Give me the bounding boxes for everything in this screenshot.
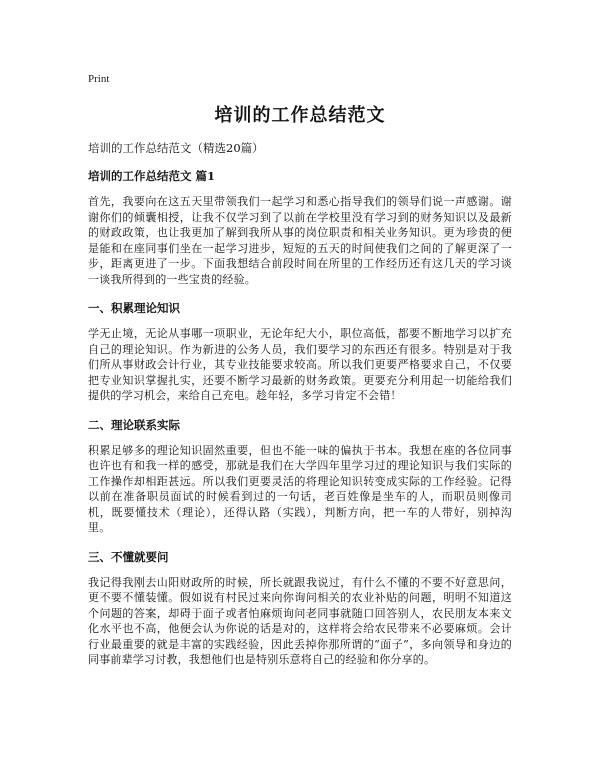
print-link[interactable]: Print (88, 73, 110, 85)
section-body-3: 我记得我刚去山阳财政所的时候，所长就跟我说过，有什么不懂的不要不好意思问，更不要不懂装懂。假如说有村民过来向你询问相关的农业补贴的问题，明明不知道这个问题的答案，却碍于面子或者怕麻烦询问老同事就随口回答别人，农民朋友本来文化水平也不高，他便会认为你说的话是对的，这样将会给农民带来不必要麻烦。会计行业最重要的就是丰富的实践经验，因此丢掉你那所谓的“面子”，多向领导和身边的同事前辈学习讨教，我想他们也是特别乐意将自己的经验和你分享的。 (88, 575, 512, 666)
section-body-1: 学无止境，无论从事哪一项职业，无论年纪大小，职位高低，都要不断地学习以扩充自己的理论知识。作为新进的公务人员，我们要学习的东西还有很多。特别是对于我们所从事财政会计行业，其专业技能要求较高。所以我们更要严格要求自己，不仅要把专业知识掌握扎实，还要不断学习最新的财务政策。更要充分利用起一切能给我们提供的学习机会，来给自己充电。趁年轻，多学习肯定不会错！ (88, 327, 512, 402)
section-heading-2: 二、理论联系实际 (88, 417, 180, 432)
section-heading-1: 一、积累理论知识 (88, 301, 180, 315)
intro-paragraph: 首先，我要向在这五天里带领我们一起学习和悉心指导我们的领导们说一声感谢。谢谢你们的倾囊相授，让我不仅学习到了以前在学校里没有学习到的财务知识以及最新的财政政策，也让我更加了解到我所从事的岗位职责和相关业务知识。更为珍贵的便是能和在座同事们坐在一起学习进步，短短的五天的时间使我们之间的了解更深了一步，距离更进了一步。下面我想结合前段时间在所里的工作经历还有这几天的学习谈一谈我所得到的一些宝贵的经验。 (88, 195, 512, 286)
section-title: 培训的工作总结范文 篇1 (88, 169, 216, 183)
section-heading-3: 三、不懂就要问 (88, 549, 169, 564)
document-title: 培训的工作总结范文 (214, 105, 386, 126)
section-body-2: 积累足够多的理论知识固然重要，但也不能一味的偏执于书本。我想在座的各位同事也许也有和我一样的感受，那就是我们在大学四年里学习过的理论知识与我们实际的工作操作却相距甚远。所以我们更要灵活的将理论知识转变成实际的工作经验。记得以前在准备职员面试的时候看到过的一句话，老百姓像是坐车的人，而职员则像司机，既要懂技术（理论），还得认路（实践），判断方向，把一车的人带好，别掉沟里。 (88, 443, 512, 534)
document-subtitle: 培训的工作总结范文（精选20篇） (88, 141, 264, 155)
